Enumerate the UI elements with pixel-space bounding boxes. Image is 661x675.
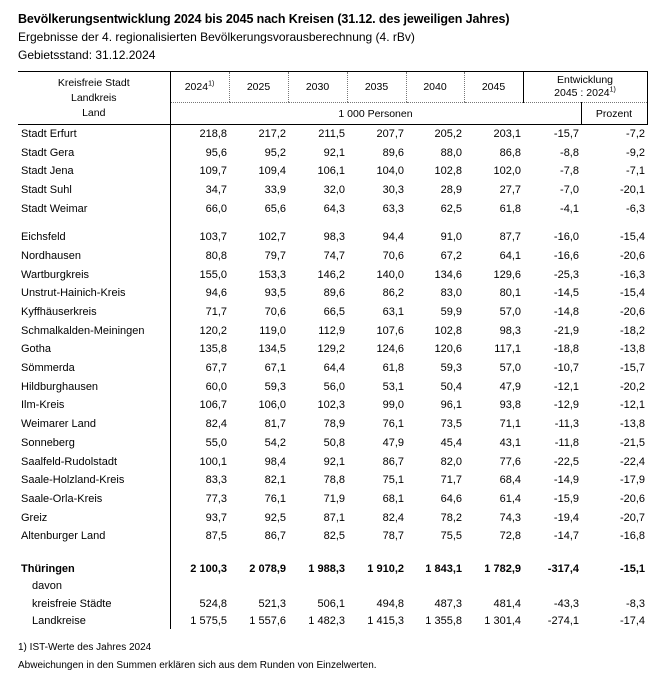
row-label: Kyffhäuserkreis [21,306,97,319]
value-cell: 94,6 [170,284,229,303]
value-cell: -21,5 [619,436,646,449]
header-block [18,10,647,64]
value-cell: 98,3 [323,231,345,244]
value-cell: -15,4 [619,287,646,300]
row-label: kreisfreie Städte [32,597,112,610]
value-cell: 75,5 [440,530,462,543]
value-cell: 68,4 [499,474,521,487]
value-cell: 83,3 [170,471,229,490]
value-cell: -17,4 [619,614,646,627]
row-label: Nordhausen [21,249,81,262]
value-cell: 129,2 [317,343,345,356]
row-label: Stadt Weimar [21,202,88,215]
value-cell: -12,9 [553,399,579,412]
value-cell: 96,1 [440,399,462,412]
value-cell: 54,2 [264,436,286,449]
row-label: Unstrut-Hainich-Kreis [21,287,126,300]
table-body [18,125,647,630]
footnote-marker: 1) [609,86,616,94]
value-cell: 1 782,9 [484,563,521,576]
value-cell: 74,3 [499,511,521,524]
value-cell: 71,1 [499,418,521,431]
row-label: Stadt Erfurt [21,128,77,141]
value-cell [229,578,288,595]
population-table [18,71,648,629]
value-cell: 1 575,5 [170,612,229,629]
value-cell: 61,4 [499,492,521,505]
value-cell: -20,6 [619,306,646,319]
value-cell: -7,2 [626,128,646,141]
value-cell: -8,8 [560,146,579,159]
value-cell: 86,2 [382,287,404,300]
value-cell: 59,3 [264,380,286,393]
row-header-cell [18,72,170,125]
value-cell: 64,1 [499,249,521,262]
value-cell: 71,7 [170,303,229,322]
value-cell: -7,1 [626,165,646,178]
value-cell: 99,0 [382,399,404,412]
value-cell: 98,3 [499,324,521,337]
value-cell: 78,7 [382,530,404,543]
value-cell: -9,2 [626,146,646,159]
value-cell: 81,7 [264,418,286,431]
value-cell: 104,0 [376,165,404,178]
value-cell: 94,4 [382,231,404,244]
value-cell: -317,4 [547,563,579,576]
value-cell [406,578,464,595]
value-cell: -18,8 [553,343,579,356]
value-cell: 120,6 [434,343,462,356]
value-cell: 74,7 [323,249,345,262]
value-cell: 82,4 [170,415,229,434]
value-cell: 71,9 [323,492,345,505]
value-cell: 63,3 [382,202,404,215]
value-cell: 112,9 [318,324,345,337]
table-row [18,340,647,359]
value-cell: 75,1 [382,474,404,487]
value-cell: 494,8 [376,597,404,610]
value-cell: 2 100,3 [170,561,229,578]
value-cell: 79,7 [264,249,286,262]
value-cell: 102,0 [493,165,521,178]
value-cell: 93,8 [499,399,521,412]
table-row [18,452,647,471]
value-cell: -14,9 [553,474,579,487]
value-cell: -6,3 [626,202,646,215]
value-cell: -7,0 [560,183,579,196]
value-cell: 120,2 [170,321,229,340]
value-cell: 76,1 [382,418,404,431]
value-cell: 86,7 [264,530,286,543]
value-cell: -16,3 [619,268,646,281]
row-label: Stadt Suhl [21,183,72,196]
value-cell: 63,1 [382,306,404,319]
value-cell: 102,8 [434,165,462,178]
row-header-line: Land [82,106,106,119]
value-cell: 205,2 [434,128,462,141]
value-cell: 129,6 [493,268,521,281]
value-cell: 1 557,6 [249,614,286,627]
col-header-2024: 2024$^{1)}$ [170,72,229,103]
value-cell: 1 355,8 [425,614,462,627]
value-cell: 66,0 [170,199,229,218]
footnote-1: 1) IST-Werte des Jahres 2024 [18,642,152,654]
value-cell: 70,6 [382,249,404,262]
row-header-line: Landkreis [70,91,117,104]
value-cell: 102,3 [317,399,345,412]
table-row [18,284,647,303]
value-cell: -12,1 [619,399,646,412]
value-cell: 86,7 [382,455,404,468]
value-cell: 59,9 [440,306,462,319]
value-cell: 76,1 [264,492,286,505]
row-label: Stadt Gera [21,146,75,159]
header-row-years [18,72,647,103]
table-row [18,434,647,453]
value-cell: -15,4 [619,231,646,244]
value-cell [170,578,229,595]
row-label: Altenburger Land [21,530,106,543]
value-cell: 47,9 [499,380,521,393]
value-cell: 89,6 [382,146,404,159]
value-cell: -11,3 [554,418,579,431]
table-row [18,321,647,340]
value-cell: 153,3 [258,268,286,281]
value-cell: 47,9 [382,436,404,449]
value-cell: -25,3 [553,268,579,281]
value-cell: 80,1 [499,287,521,300]
value-cell: 524,8 [170,595,229,612]
value-cell: 64,3 [323,202,345,215]
value-cell: -11,8 [554,436,579,449]
row-label: Ilm-Kreis [21,399,65,412]
value-cell: -15,7 [553,128,579,141]
col-header-2040: 2040 [406,72,464,103]
value-cell: 103,7 [170,228,229,247]
value-cell: 92,5 [264,511,286,524]
spacer-row [18,218,647,228]
value-cell: 1 910,2 [367,563,404,576]
value-cell: 87,5 [170,527,229,546]
table-row [18,181,647,200]
value-cell: -20,2 [619,380,646,393]
page-title: Bevölkerungsentwicklung 2024 bis 2045 nach Kreisen (31.12. des jeweiligen Jahres) [18,12,510,26]
value-cell: -13,8 [619,418,646,431]
unit-prozent: Prozent [581,103,647,125]
value-cell: 43,1 [499,436,521,449]
value-cell: 1 843,1 [425,563,462,576]
value-cell: 95,2 [264,146,286,159]
value-cell: 70,6 [264,306,286,319]
value-cell: -13,8 [619,343,646,356]
value-cell: -14,8 [553,306,579,319]
value-cell: 77,3 [170,490,229,509]
value-cell: 109,7 [170,162,229,181]
value-cell: 45,4 [440,436,462,449]
value-cell: 73,5 [440,418,462,431]
value-cell: 1 482,3 [308,614,345,627]
value-cell: -7,8 [560,165,579,178]
table-row [18,247,647,266]
spacer-row [18,546,647,561]
col-header-2035: 2035 [347,72,406,103]
value-cell: 67,1 [264,362,286,375]
value-cell: 72,8 [499,530,521,543]
value-cell: 92,1 [323,455,345,468]
value-cell: 83,0 [440,287,462,300]
table-row [18,612,647,629]
value-cell: 106,0 [258,399,286,412]
value-cell: -18,2 [619,324,646,337]
row-label: Sonneberg [21,436,75,449]
value-cell: 155,0 [170,265,229,284]
value-cell: 65,6 [264,202,286,215]
row-label: Saale-Orla-Kreis [21,492,103,505]
table-row [18,578,647,595]
value-cell: -14,7 [553,530,579,543]
value-cell: 82,4 [382,511,404,524]
value-cell: 92,1 [323,146,345,159]
value-cell: 64,4 [323,362,345,375]
row-label: Weimarer Land [21,418,96,431]
value-cell: -21,9 [553,324,579,337]
value-cell: 88,0 [440,146,462,159]
value-cell: -20,6 [619,249,646,262]
value-cell: 64,6 [440,492,462,505]
value-cell: 106,7 [170,396,229,415]
value-cell: -8,3 [626,597,646,610]
value-cell: -16,6 [553,249,579,262]
value-cell: 146,2 [317,268,345,281]
value-cell: 134,5 [258,343,286,356]
value-cell: 207,7 [376,128,404,141]
value-cell: -274,1 [547,614,579,627]
value-cell: -22,4 [619,455,646,468]
row-header-line: Kreisfreie Stadt [57,76,130,89]
row-label: Thüringen [21,563,75,576]
value-cell: 28,9 [440,183,462,196]
value-cell: -16,8 [619,530,646,543]
value-cell: 82,0 [440,455,462,468]
value-cell: 87,1 [323,511,345,524]
value-cell: 32,0 [323,183,345,196]
value-cell: 59,3 [440,362,462,375]
value-cell: -4,1 [560,202,579,215]
footnotes-block [18,639,647,675]
value-cell: -20,1 [619,183,646,196]
value-cell: 218,8 [170,125,229,144]
row-label: davon [32,580,62,593]
value-cell: -43,3 [553,597,579,610]
value-cell: 50,4 [440,380,462,393]
table-row [18,396,647,415]
value-cell: 521,3 [258,597,286,610]
value-cell: 80,8 [170,247,229,266]
value-cell: 30,3 [382,183,404,196]
value-cell: -12,1 [553,380,579,393]
value-cell: 134,6 [434,268,462,281]
table-row [18,527,647,546]
value-cell: 86,8 [499,146,521,159]
page-subtitle: Ergebnisse der 4. regionalisierten Bevölkerungsvorausberechnung (4. rBv) [18,30,415,44]
row-label: Gotha [21,343,51,356]
table-row [18,377,647,396]
value-cell: 102,8 [434,324,462,337]
value-cell: -10,7 [553,362,579,375]
value-cell: 124,6 [376,343,404,356]
value-cell: 93,7 [170,508,229,527]
value-cell: 211,5 [318,128,345,141]
value-cell: 66,5 [323,306,345,319]
value-cell: 78,2 [440,511,462,524]
table-row [18,359,647,378]
row-label: Saale-Holzland-Kreis [21,474,125,487]
table-header [18,72,647,125]
col-header-2025: 2025 [229,72,288,103]
table-row [18,265,647,284]
table-row [18,162,647,181]
table-row [18,471,647,490]
table-row [18,143,647,162]
table-row [18,125,647,144]
value-cell: 109,4 [258,165,286,178]
value-cell: 27,7 [499,183,521,196]
row-label: Wartburgkreis [21,268,90,281]
value-cell: -19,4 [553,511,579,524]
value-cell: 53,1 [382,380,404,393]
row-label: Saalfeld-Rudolstadt [21,455,118,468]
col-header-2030: 2030 [288,72,347,103]
value-cell: 203,1 [493,128,521,141]
footnote-marker: 1) [208,80,215,88]
value-cell: 506,1 [317,597,345,610]
value-cell: 62,5 [440,202,462,215]
value-cell: 67,2 [440,249,462,262]
value-cell: 55,0 [170,434,229,453]
value-cell: -22,5 [553,455,579,468]
value-cell [523,578,581,595]
row-label: Eichsfeld [21,231,66,244]
value-cell: 1 415,3 [367,614,404,627]
value-cell: 56,0 [323,380,345,393]
value-cell: 135,8 [170,340,229,359]
area-status: Gebietsstand: 31.12.2024 [18,48,156,62]
value-cell: 487,3 [434,597,462,610]
value-cell: 78,9 [323,418,345,431]
table-row [18,561,647,578]
value-cell: 117,1 [494,343,521,356]
value-cell: 60,0 [170,377,229,396]
value-cell: 217,2 [258,128,286,141]
value-cell: -16,0 [553,231,579,244]
value-cell: 91,0 [440,231,462,244]
row-label: Hildburghausen [21,380,99,393]
value-cell: 67,7 [170,359,229,378]
footnote-2: Abweichungen in den Summen erklären sich aus dem Runden von Einzelwerten. [18,660,377,672]
value-cell: 107,6 [376,324,404,337]
unit-personen: 1 000 Personen [170,103,581,125]
value-cell: 1 988,3 [308,563,345,576]
row-label: Schmalkalden-Meiningen [21,324,145,337]
value-cell: 93,5 [264,287,286,300]
value-cell: 100,1 [170,452,229,471]
value-cell: 2 078,9 [249,563,286,576]
value-cell: 102,7 [258,231,286,244]
value-cell: 140,0 [376,268,404,281]
value-cell: -20,6 [619,492,646,505]
value-cell: 119,0 [259,324,286,337]
value-cell: -15,9 [553,492,579,505]
value-cell: 34,7 [170,181,229,200]
row-label: Greiz [21,511,48,524]
value-cell: 87,7 [499,231,521,244]
value-cell: 57,0 [499,306,521,319]
value-cell: -20,7 [619,511,646,524]
value-cell: -15,1 [619,563,646,576]
value-cell: 78,8 [323,474,345,487]
value-cell: 481,4 [493,597,521,610]
value-cell: 61,8 [499,202,521,215]
row-label: Sömmerda [21,362,75,375]
value-cell: 98,4 [264,455,286,468]
value-cell: 68,1 [382,492,404,505]
row-label: Landkreise [32,614,86,627]
value-cell: 106,1 [317,165,345,178]
table-row [18,303,647,322]
table-row [18,508,647,527]
value-cell: 61,8 [382,362,404,375]
table-row [18,228,647,247]
value-cell: 82,1 [264,474,286,487]
value-cell: -15,7 [619,362,646,375]
value-cell: 50,8 [323,436,345,449]
value-cell: 82,5 [323,530,345,543]
value-cell: -14,5 [553,287,579,300]
value-cell: 71,7 [440,474,462,487]
value-cell [581,578,647,595]
row-label: Stadt Jena [21,165,74,178]
value-cell: -17,9 [619,474,646,487]
value-cell: 77,6 [499,455,521,468]
col-header-2045: 2045 [464,72,523,103]
value-cell: 89,6 [323,287,345,300]
value-cell: 1 301,4 [484,614,521,627]
value-cell [288,578,347,595]
table-row [18,199,647,218]
col-header-entwicklung: Entwicklung 2045 : 2024$^{1)}$ [523,72,647,103]
table-row [18,415,647,434]
value-cell [464,578,523,595]
value-cell: 95,6 [170,143,229,162]
table-row [18,490,647,509]
table-row [18,595,647,612]
value-cell [347,578,406,595]
value-cell: 57,0 [499,362,521,375]
value-cell: 33,9 [264,183,286,196]
